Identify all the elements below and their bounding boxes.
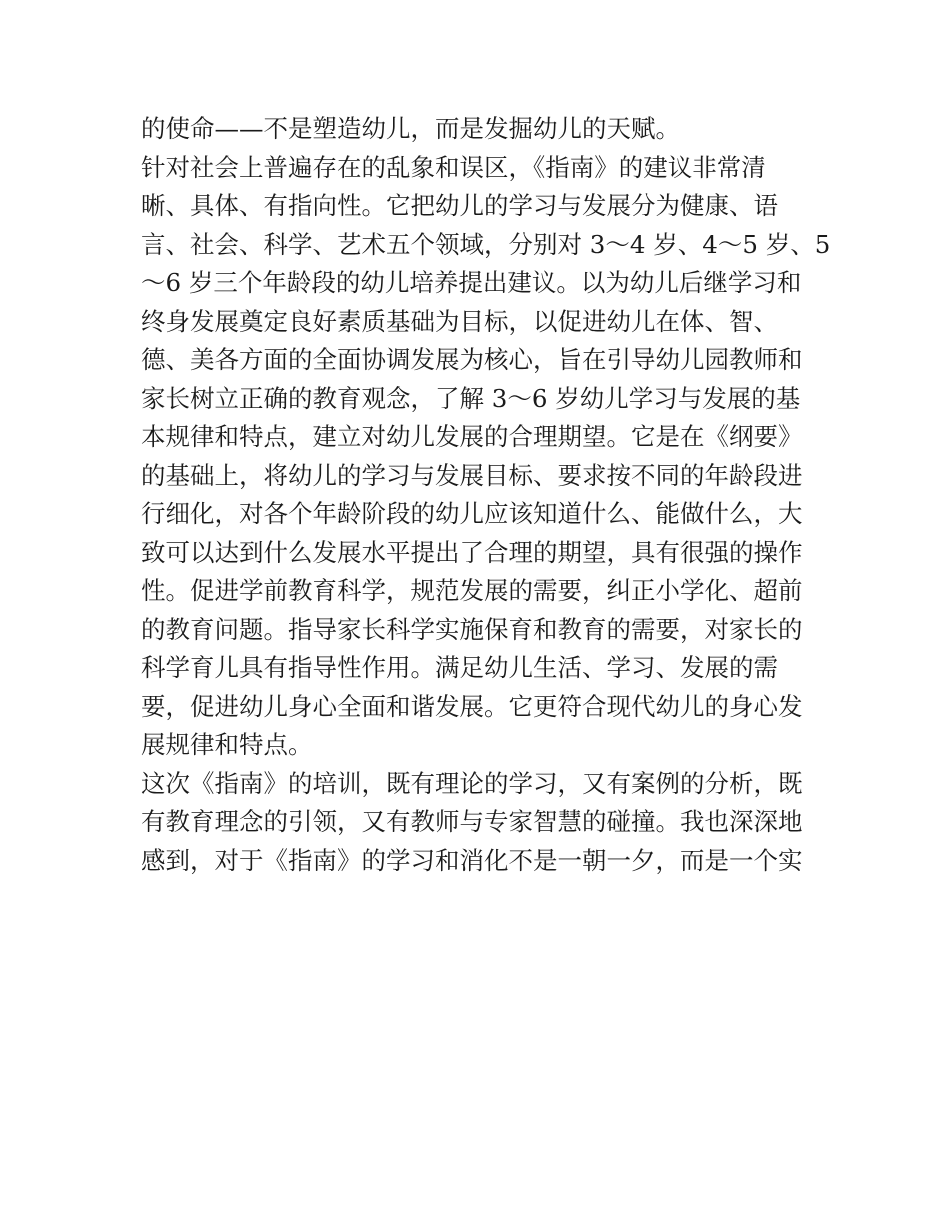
text-line: 展规律和特点。 bbox=[141, 730, 313, 759]
text-line: 这次《指南》的培训，既有理论的学习，又有案例的分析，既 bbox=[141, 768, 803, 798]
text-line: 家长树立正确的教育观念，了解 3～6 岁幼儿学习与发展的基 bbox=[141, 383, 801, 413]
text-line: 德、美各方面的全面协调发展为核心，旨在引导幼儿园教师和 bbox=[141, 345, 803, 374]
text-line: 有教育理念的引领，又有教师与专家智慧的碰撞。我也深深地 bbox=[141, 807, 803, 836]
text-line: ～6 岁三个年龄段的幼儿培养提出建议。以为幼儿后继学习和 bbox=[141, 268, 802, 297]
text-line: 行细化，对各个年龄阶段的幼儿应该知道什么、能做什么，大 bbox=[141, 499, 803, 528]
text-line: 言、社会、科学、艺术五个领域，分别对 3～4 岁、4～5 岁、5 bbox=[141, 229, 831, 259]
text-line: 要，促进幼儿身心全面和谐发展。它更符合现代幼儿的身心发 bbox=[141, 691, 803, 721]
text-line: 感到，对于《指南》的学习和消化不是一朝一夕，而是一个实 bbox=[141, 845, 803, 875]
text-line: 的教育问题。指导家长科学实施保育和教育的需要，对家长的 bbox=[141, 614, 803, 644]
text-line: 科学育儿具有指导性作用。满足幼儿生活、学习、发展的需 bbox=[141, 653, 778, 682]
text-line: 性。促进学前教育科学，规范发展的需要，纠正小学化、超前 bbox=[141, 576, 803, 605]
body-text bbox=[141, 110, 831, 880]
text-line: 晰、具体、有指向性。它把幼儿的学习与发展分为健康、语 bbox=[141, 191, 778, 220]
text-line: 致可以达到什么发展水平提出了合理的期望，具有很强的操作 bbox=[141, 537, 803, 567]
text-line: 的使命——不是塑造幼儿，而是发掘幼儿的天赋。 bbox=[141, 114, 680, 143]
text-line: 终身发展奠定良好素质基础为目标，以促进幼儿在体、智、 bbox=[141, 306, 778, 336]
text-line: 针对社会上普遍存在的乱象和误区，《指南》的建议非常清 bbox=[141, 152, 766, 182]
text-line: 本规律和特点，建立对幼儿发展的合理期望。它是在《纲要》 bbox=[141, 422, 803, 451]
text-line: 的基础上，将幼儿的学习与发展目标、要求按不同的年龄段进 bbox=[141, 460, 803, 490]
